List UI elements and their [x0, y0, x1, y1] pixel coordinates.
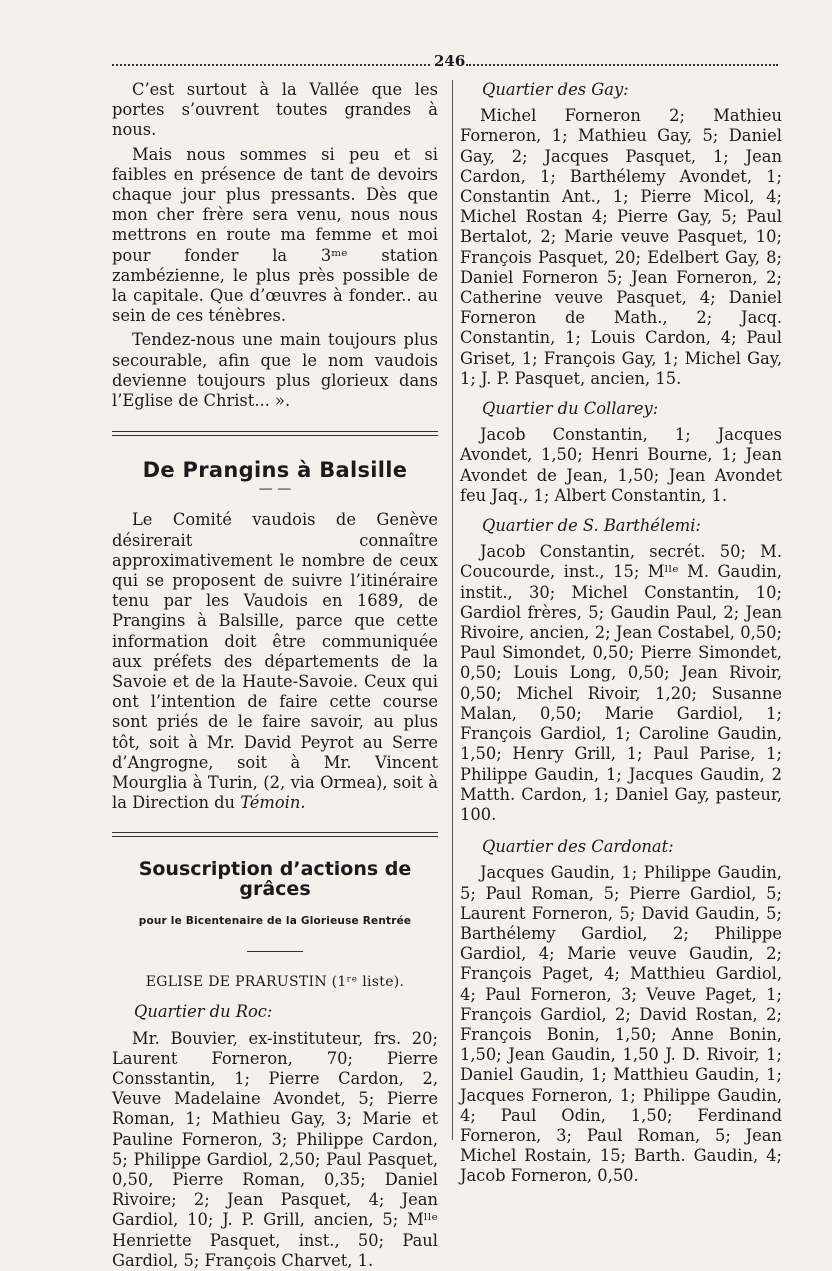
- letter-paragraph-3: Tendez-nous une main toujours plus secourable, afin que le nom vaudois devienne toujours plus glorieux dans l’Eglise de Christ... ».: [112, 330, 438, 411]
- letter-paragraph-1: C’est surtout à la Vallée que les portes s’ouvrent toutes grandes à nous.: [112, 80, 438, 140]
- right-column: [460, 80, 782, 1187]
- quartier-roc-list: Mr. Bouvier, ex-instituteur, frs. 20; Laurent Forneron, 70; Pierre Consstantin, 1; Pierre Cardon, 2, Veuve Madelaine Avondet, 5; Pierre Roman, 1; Mathieu Gay, 3; Marie et Pauline Forneron, 3; Philippe Cardon, 5; Philippe Gardiol, 2,50; Paul Pasquet, 0,50, Pierre Roman, 0,35; Daniel Rivoire; 2; Jean Pasquet, 4; Jean Gardiol, 10; J. P. Grill, ancien, 5; Mˡˡᵉ Henriette Pasquet, inst., 50; Paul Gardiol, 5; François Charvet, 1.: [112, 1028, 438, 1270]
- section-paragraph-text: Le Comité vaudois de Genève désirerait connaître approximativement le nombre de ceux qui se proposent de suivre l’itinéraire tenu par les Vaudois en 1689, de Prangins à Balsille, parce que cette information doit être communiquée aux préfets des départements de la Savoie et de la Haute-Savoie. Ceux qui ont l’intention de faire cette course sont priés de le faire savoir, au plus tôt, soit à Mr. David Peyrot au Serre d’Angrogne, soit à Mr. Vincent Mourglia à Turin, (2, via Ormea), soit à la Direction du: [112, 510, 438, 813]
- section-title: De Prangins à Balsille: [142, 458, 408, 483]
- quartier-collarey-heading: Quartier du Collarey:: [482, 399, 659, 419]
- section-dash: — —: [258, 481, 292, 498]
- section-separator-2: [112, 832, 438, 837]
- quartier-barthelemi-heading: Quartier de S. Barthélemi:: [482, 516, 701, 536]
- section-separator: [112, 431, 438, 436]
- section-paragraph: [112, 510, 438, 813]
- page-header: [112, 50, 778, 72]
- quartier-barthelemi-list: Jacob Constantin, secrét. 50; M. Coucourde, inst., 15; Mˡˡᵉ M. Gaudin, instit., 30; Michel Constantin, 10; Gardiol frères, 5; Gaudin Paul, 2; Jean Rivoire, ancien, 2; Jean Costabel, 0,50; Paul Simondet, 0,50; Pierre Simondet, 0,50; Louis Long, 0,50; Jean Rivoir, 0,50; Michel Rivoir, 1,20; Susanne Malan, 0,50; Marie Gardiol, 1; François Gardiol, 1; Caroline Gaudin, 1,50; Henry Grill, 1; Paul Parise, 1; Philippe Gaudin, 1; Jacques Gaudin, 2 Matth. Cardon, 1; Daniel Gay, pasteur, 100.: [460, 542, 782, 824]
- short-rule: [247, 951, 303, 952]
- page-number: 246: [434, 52, 466, 70]
- header-rule-left: [112, 64, 430, 66]
- quartier-cardonat-heading: Quartier des Cardonat:: [482, 837, 674, 857]
- left-column: [112, 80, 438, 1271]
- souscription-title: Souscription d’actions de grâces: [138, 857, 412, 900]
- souscription-subtitle: pour le Bicentenaire de la Glorieuse Rentrée: [138, 914, 412, 927]
- letter-paragraph-2: Mais nous sommes si peu et si faibles en présence de tant de devoirs chaque jour plus pressants. Dès que mon cher frère sera venu, nous nous mettrons en route ma femme et moi pour fonder la 3ᵐᵉ station zambézienne, le plus près possible de la capitale. Que d’œuvres à fonder.. au sein de ces ténèbres.: [112, 144, 438, 326]
- header-rule-right: [466, 64, 778, 66]
- quartier-cardonat-list: Jacques Gaudin, 1; Philippe Gaudin, 5; Paul Roman, 5; Pierre Gardiol, 5; Laurent Forneron, 5; David Gaudin, 5; Barthélemy Gardiol, 2; Philippe Gardiol, 4; Marie veuve Gaudin, 2; François Paget, 4; Matthieu Gardiol, 4; Paul Forneron, 3; Veuve Paget, 1; François Gardiol, 2; David Rostan, 2; François Bonin, 1,50; Anne Bonin, 1,50; Jean Gaudin, 1,50 J. D. Rivoir, 1; Daniel Gaudin, 1; Matthieu Gaudin, 1; Jacques Forneron, 1; Philippe Gaudin, 4; Paul Odin, 1,50; Ferdinand Forneron, 3; Paul Roman, 5; Jean Michel Rostain, 15; Barth. Gaudin, 4; Jacob Forneron, 0,50.: [460, 863, 782, 1186]
- quartier-gay-list: Michel Forneron 2; Mathieu Forneron, 1; Mathieu Gay, 5; Daniel Gay, 2; Jacques Pasquet, 1; Jean Cardon, 1; Barthélemy Avondet, 1; Constantin Ant., 1; Pierre Micol, 4; Michel Rostan 4; Pierre Gay, 5; Paul Bertalot, 2; Marie veuve Pasquet, 10; François Pasquet, 20; Edelbert Gay, 8; Daniel Forneron 5; Jean Forneron, 2; Catherine veuve Pasquet, 4; Daniel Forneron de Math., 2; Jacq. Constantin, 1; Louis Cardon, 4; Paul Griset, 1; François Gay, 1; Michel Gay, 1; J. P. Pasquet, ancien, 15.: [460, 106, 782, 388]
- quartier-gay-heading: Quartier des Gay:: [482, 80, 629, 99]
- eglise-heading: EGLISE DE PRARUSTIN (1ʳᵉ liste).: [145, 974, 405, 991]
- temoin-italic: Témoin.: [240, 793, 306, 813]
- column-divider: [452, 80, 453, 1140]
- quartier-roc-heading: Quartier du Roc:: [134, 1002, 273, 1022]
- quartier-collarey-list: Jacob Constantin, 1; Jacques Avondet, 1,50; Henri Bourne, 1; Jean Avondet de Jean, 1,50; Jean Avondet feu Jaq., 1; Albert Constantin, 1.: [460, 425, 782, 505]
